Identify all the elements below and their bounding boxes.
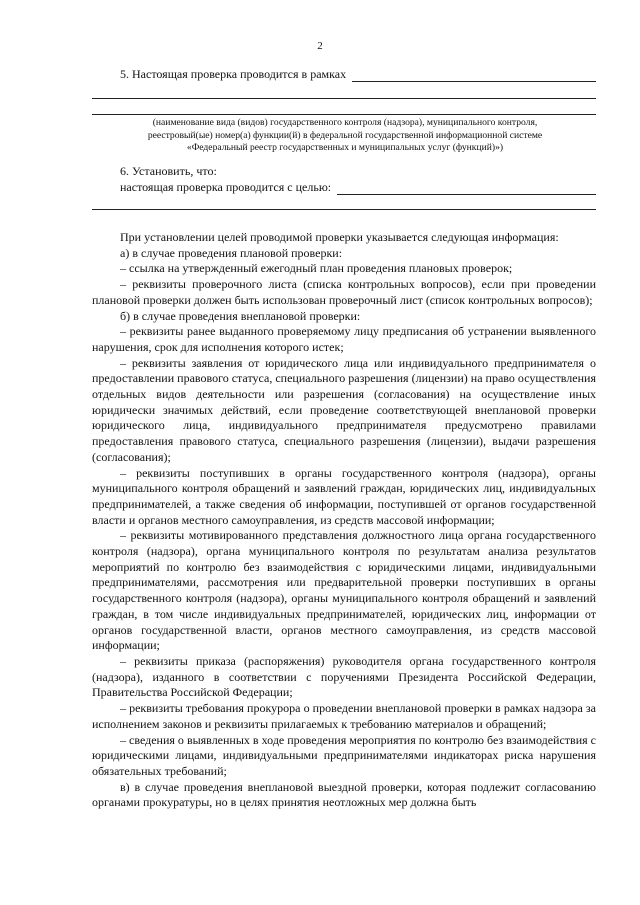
caption-line-1: (наименование вида (видов) государственного контроля (надзора), муниципального контроля, (152, 117, 538, 128)
item6-line (120, 164, 596, 179)
paragraph-7: – реквизиты поступивших в органы государственного контроля (надзора), органы муниципального контроля обращений и заявлений граждан, юридических лиц, индивидуальных предпринимателей, а также сведения об информации, поступившей от органов государственной власти и органов местного самоуправления, из средств массовой информации; (92, 465, 596, 527)
goal-line (120, 180, 596, 195)
blank-rule-2 (92, 114, 596, 115)
blank-rule-1 (92, 98, 596, 99)
paragraph-2: – ссылка на утвержденный ежегодный план проведения плановых проверок; (120, 261, 513, 276)
paragraph-6: – реквизиты заявления от юридического лица или индивидуального предпринимателя о предоставлении правового статуса, специального разрешения (лицензии) на право осуществления отдельных видов деятельности или разрешения (согласования) на осуществление иных юридически значимых действий, если проведение соответствующей внеплановой проверки юридического лица, индивидуального предпринимателя предусмотрено правилами предоставления правового статуса, специального разрешения (лицензии), выдачи разрешения (согласования); (92, 355, 596, 464)
paragraph-1: а) в случае проведения плановой проверки: (120, 245, 343, 260)
blank-rule-3 (92, 209, 596, 210)
item6-label: 6. Установить, что: (120, 164, 217, 178)
paragraph-10: – реквизиты требования прокурора о проведении внеплановой проверки в рамках надзора за исполнением законов и реквизиты прилагаемых к требованию материалов и обращений; (92, 701, 596, 731)
paragraph-5: – реквизиты ранее выданного проверяемому лицу предписания об устранении выявленного нарушения, срок для исполнения которого истек; (92, 324, 596, 354)
paragraph-0: При установлении целей проводимой проверки указывается следующая информация: (120, 230, 559, 244)
item5-label: 5. Настоящая проверка проводится в рамках (120, 67, 347, 81)
paragraph-4: б) в случае проведения внеплановой проверки: (120, 308, 361, 323)
paragraph-8: – реквизиты мотивированного представления должностного лица органа государственного контроля (надзора), органа муниципального контроля по результатам анализа результатов мероприятий по контролю без взаимодействия с юридическими лицами, индивидуальными предпринимателями, рассмотрения или предварительной проверки поступивших в органы государственного контроля (надзора), органы муниципального контроля обращений и заявлений граждан, в том числе индивидуальных предпринимателей, юридических лиц, информации от органов государственной власти, органов местного самоуправления, из средств массовой информации; (92, 528, 596, 653)
instructions-body (92, 230, 596, 811)
page-number: 2 (317, 40, 323, 52)
paragraph-9: – реквизиты приказа (распоряжения) руководителя органа государственного контроля (надзора), изданного в соответствии с поручениями Президента Российской Федерации, Правительства Российской Федерации; (92, 653, 596, 700)
paragraph-12: в) в случае проведения внеплановой выездной проверки, которая подлежит согласованию органами прокуратуры, но в целях принятия неотложных мер должна быть (92, 779, 596, 810)
control-type-caption (100, 117, 590, 155)
goal-label: настоящая проверка проводится с целью: (120, 180, 332, 194)
item5-blank (352, 69, 596, 82)
item5-line (120, 67, 596, 82)
caption-line-3: «Федеральный реестр государственных и муниципальных услуг (функций)») (186, 142, 504, 154)
caption-line-2: реестровый(ые) номер(а) функции(й) в федеральной государственной информационной системе (147, 129, 543, 141)
paragraph-11: – сведения о выявленных в ходе проведения мероприятия по контролю без взаимодействия с юридическими лицами, индивидуальными предпринимателями индикаторах риска нарушения обязательных требований; (92, 732, 596, 778)
goal-blank (337, 182, 596, 195)
paragraph-3: – реквизиты проверочного листа (списка контрольных вопросов), если при проведении плановой проверки должен быть использован проверочный лист (список контрольных вопросов); (92, 277, 596, 307)
